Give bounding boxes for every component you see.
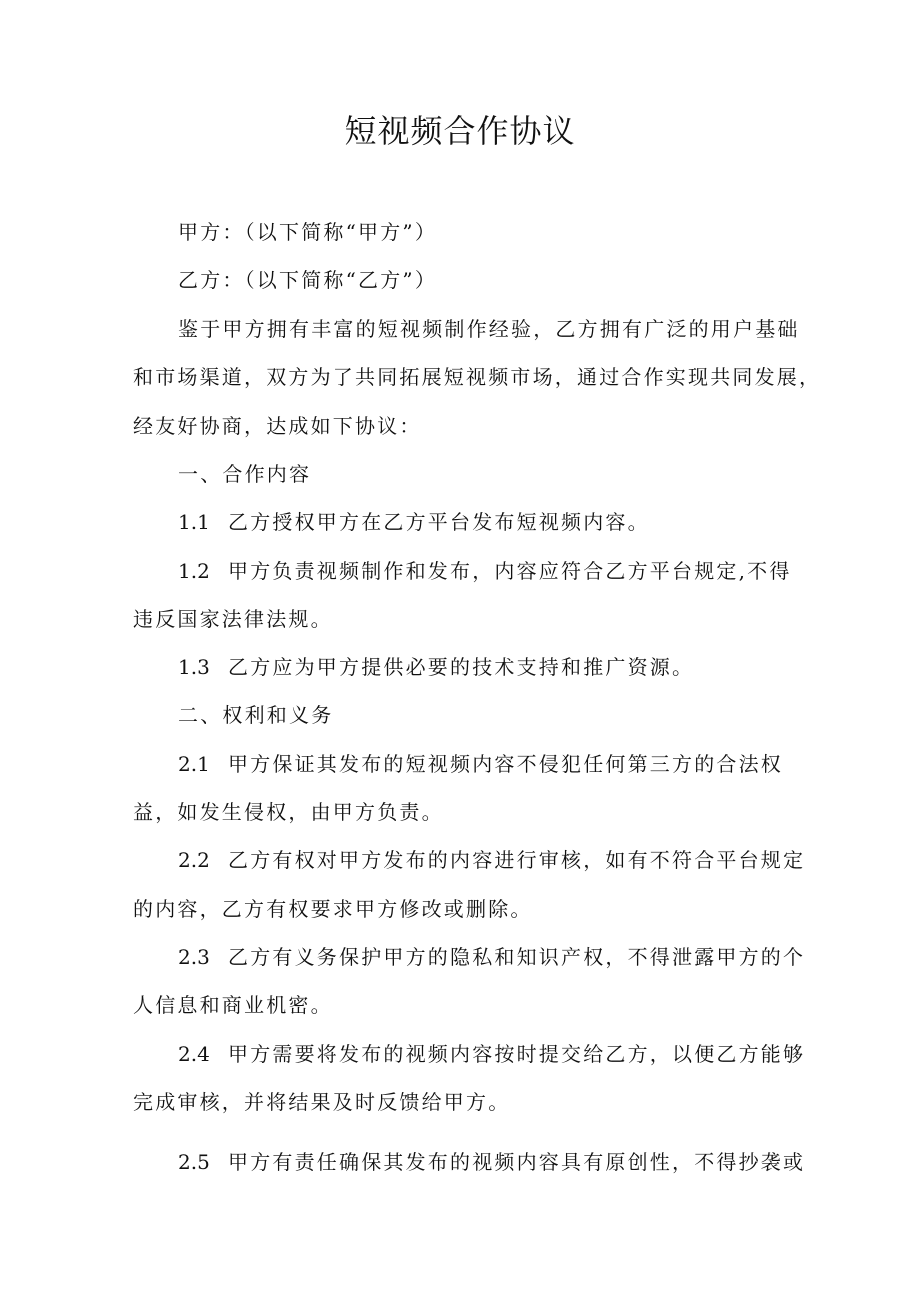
clause-text: 甲方保证其发布的短视频内容不侵犯任何第三方的合法权	[228, 752, 783, 776]
clause-number: 1.2	[178, 559, 210, 583]
clause-number: 1.3	[178, 655, 210, 679]
clause-1-2-continuation: 违反国家法律法规。	[133, 607, 333, 631]
clause-2-4	[178, 1042, 805, 1066]
clause-text: 乙方有权对甲方发布的内容进行审核，如有不符合平台规定	[228, 848, 806, 872]
clause-number: 2.3	[178, 945, 210, 969]
clause-text: 甲方需要将发布的视频内容按时提交给乙方，以便乙方能够	[228, 1042, 806, 1066]
clause-number: 2.5	[178, 1150, 210, 1174]
clause-text: 甲方负责视频制作和发布，内容应符合乙方平台规定,不得	[228, 559, 792, 583]
clause-2-3	[178, 945, 805, 969]
clause-number: 1.1	[178, 510, 210, 534]
clause-2-5	[178, 1150, 805, 1174]
party-b-line: 乙方：（以下简称“乙方”）	[178, 268, 438, 292]
clause-2-2-continuation: 的内容，乙方有权要求甲方修改或删除。	[133, 897, 533, 921]
document-title: 短视频合作协议	[344, 112, 576, 150]
section-heading-2: 二、权利和义务	[178, 703, 334, 727]
clause-number: 2.2	[178, 848, 210, 872]
party-a-line: 甲方：（以下简称“甲方”）	[178, 220, 438, 244]
clause-2-1-continuation: 益，如发生侵权，由甲方负责。	[133, 800, 444, 824]
clause-2-3-continuation: 人信息和商业机密。	[133, 993, 333, 1017]
preamble-line-1: 鉴于甲方拥有丰富的短视频制作经验，乙方拥有广泛的用户基础	[178, 317, 800, 341]
clause-text: 甲方有责任确保其发布的视频内容具有原创性，不得抄袭或	[228, 1150, 806, 1174]
clause-text: 乙方授权甲方在乙方平台发布短视频内容。	[228, 510, 650, 534]
clause-text: 乙方应为甲方提供必要的技术支持和推广资源。	[228, 655, 695, 679]
clause-number: 2.4	[178, 1042, 210, 1066]
section-heading-1: 一、合作内容	[178, 462, 312, 486]
clause-1-2	[178, 559, 792, 583]
clause-2-2	[178, 848, 805, 872]
clause-1-3	[178, 655, 694, 679]
clause-2-4-continuation: 完成审核，并将结果及时反馈给甲方。	[133, 1090, 511, 1114]
preamble-line-3: 经友好协商，达成如下协议：	[133, 414, 422, 438]
clause-1-1	[178, 510, 650, 534]
clause-text: 乙方有义务保护甲方的隐私和知识产权，不得泄露甲方的个	[228, 945, 806, 969]
clause-2-1	[178, 752, 783, 776]
clause-number: 2.1	[178, 752, 210, 776]
preamble-line-2: 和市场渠道，双方为了共同拓展短视频市场，通过合作实现共同发展，	[133, 365, 822, 389]
